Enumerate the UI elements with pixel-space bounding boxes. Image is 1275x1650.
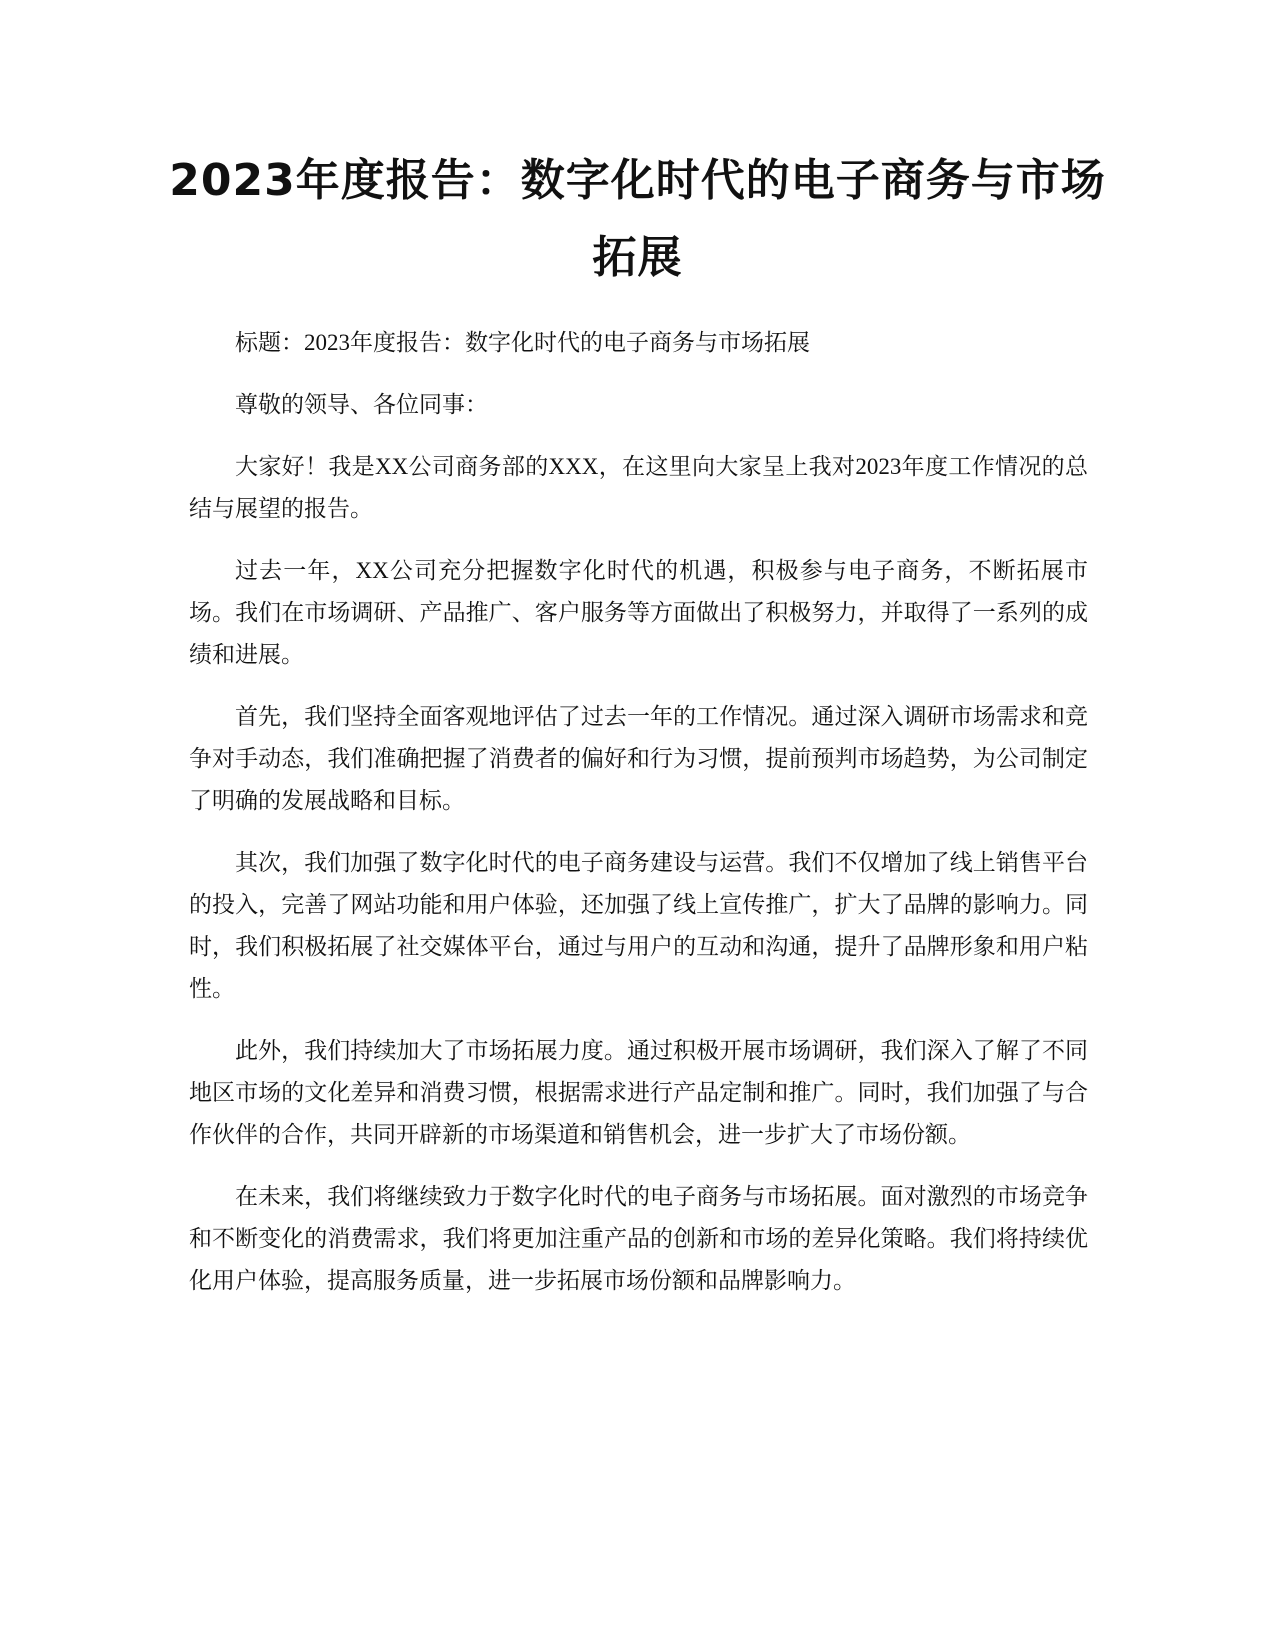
- paragraph-subject-line: 标题：2023年度报告：数字化时代的电子商务与市场拓展: [235, 330, 810, 355]
- document-title: 2023年度报告：数字化时代的电子商务与市场拓展: [169, 155, 1106, 283]
- paragraph-additionally: 此外，我们持续加大了市场拓展力度。通过积极开展市场调研，我们深入了解了不同地区市场的文化差异和消费习惯，根据需求进行产品定制和推广。同时，我们加强了与合作伙伴的合作，共同开辟新的市场渠道和销售机会，进一步扩大了市场份额。: [189, 1038, 1088, 1147]
- document-body: [189, 322, 1088, 1322]
- paragraph-second: 其次，我们加强了数字化时代的电子商务建设与运营。我们不仅增加了线上销售平台的投入，完善了网站功能和用户体验，还加强了线上宣传推广，扩大了品牌的影响力。同时，我们积极拓展了社交媒体平台，通过与用户的互动和沟通，提升了品牌形象和用户粘性。: [189, 850, 1088, 1001]
- paragraph-future: 在未来，我们将继续致力于数字化时代的电子商务与市场拓展。面对激烈的市场竞争和不断变化的消费需求，我们将更加注重产品的创新和市场的差异化策略。我们将持续优化用户体验，提高服务质量，进一步拓展市场份额和品牌影响力。: [189, 1184, 1088, 1293]
- paragraph-first: 首先，我们坚持全面客观地评估了过去一年的工作情况。通过深入调研市场需求和竞争对手动态，我们准确把握了消费者的偏好和行为习惯，提前预判市场趋势，为公司制定了明确的发展战略和目标。: [189, 704, 1088, 813]
- paragraph-salutation: 尊敬的领导、各位同事：: [235, 392, 488, 417]
- paragraph-past-year: 过去一年，XX公司充分把握数字化时代的机遇，积极参与电子商务，不断拓展市场。我们在市场调研、产品推广、客户服务等方面做出了积极努力，并取得了一系列的成绩和进展。: [189, 558, 1088, 667]
- paragraph-greeting: 大家好！我是XX公司商务部的XXX，在这里向大家呈上我对2023年度工作情况的总结与展望的报告。: [189, 454, 1088, 521]
